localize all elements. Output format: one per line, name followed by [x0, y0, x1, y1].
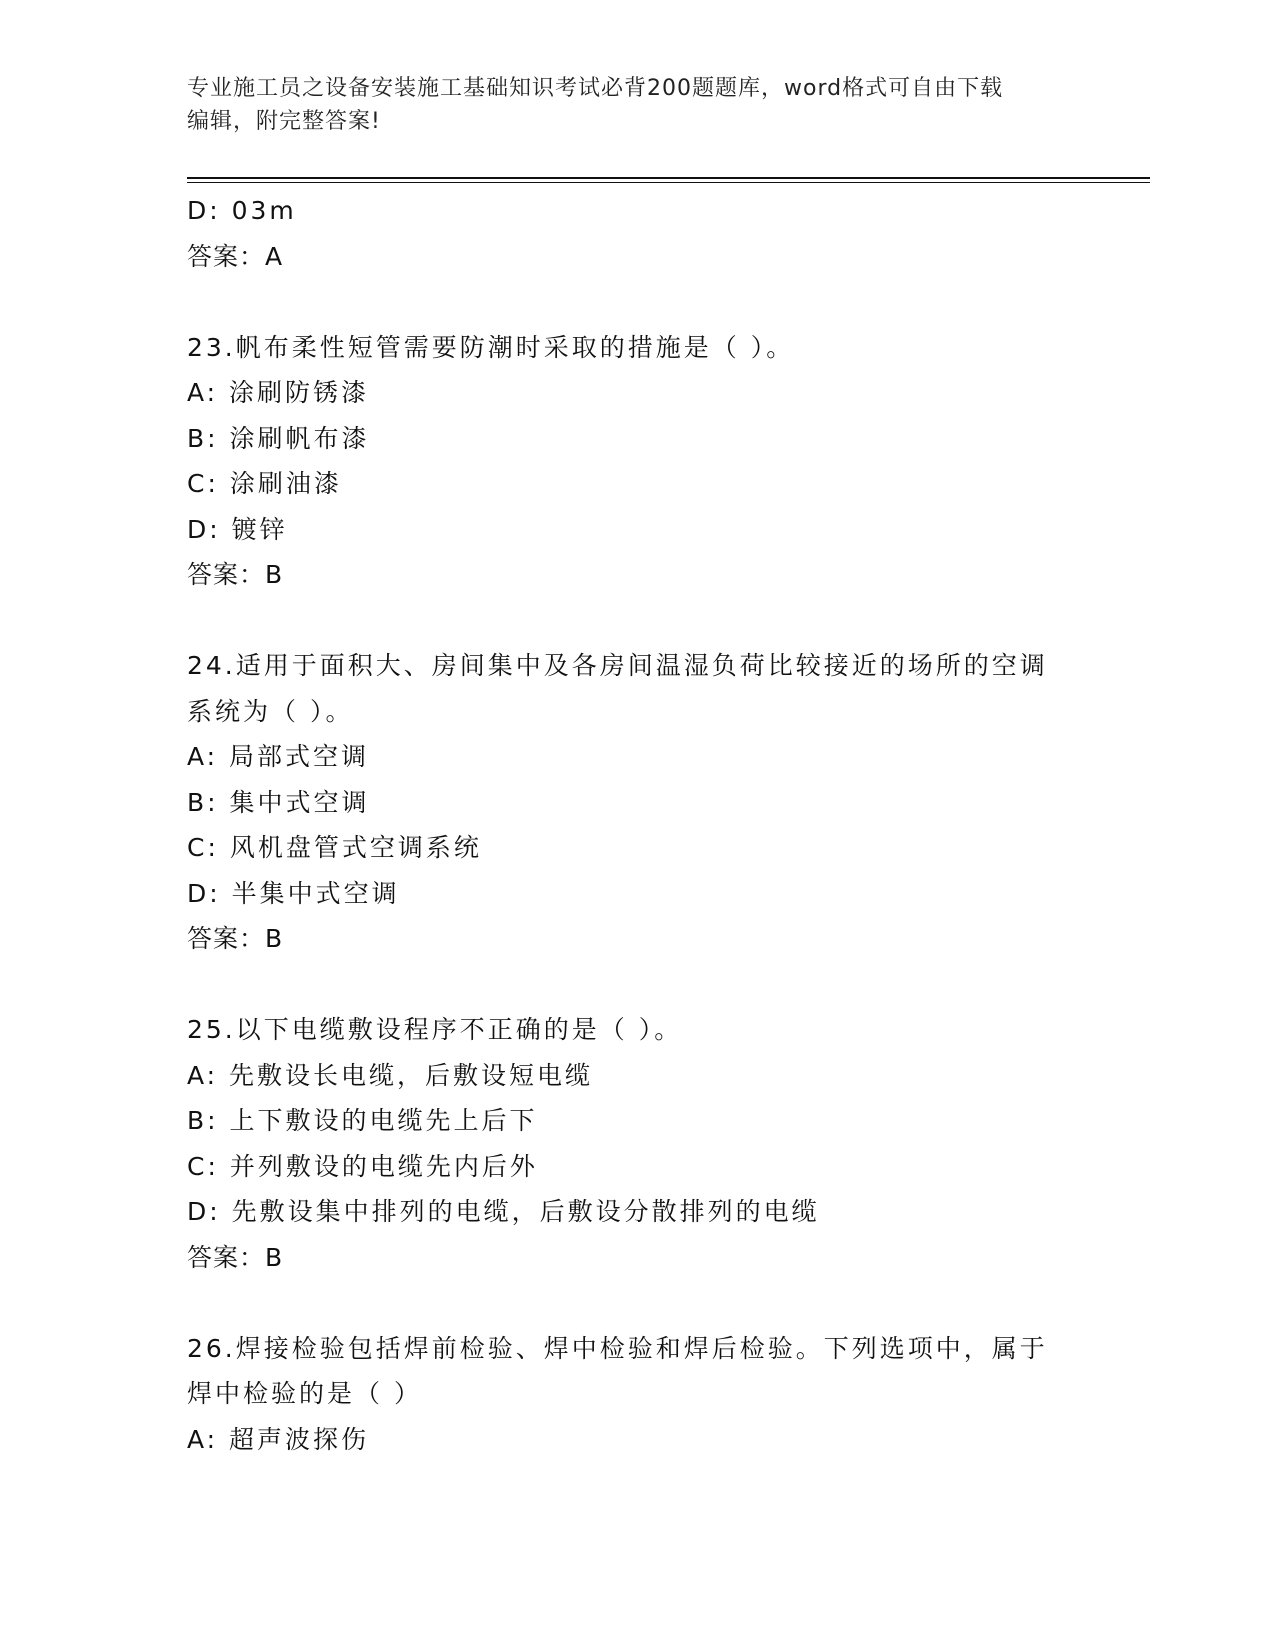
option-c: C: 并列敷设的电缆先内后外 — [187, 1151, 538, 1181]
header-title-line1: 专业施工员之设备安装施工基础知识考试必背200题题库，word格式可自由下载 — [187, 76, 1004, 101]
option-d: D: 镀锌 — [187, 514, 288, 544]
option-d: D: 先敷设集中排列的电缆，后敷设分散排列的电缆 — [187, 1197, 820, 1226]
option-b: B: 上下敷设的电缆先上后下 — [187, 1106, 538, 1135]
question-text: 26.焊接检验包括焊前检验、焊中检验和焊后检验。下列选项中，属于 — [187, 1333, 1048, 1363]
answer: 答案：B — [187, 924, 284, 953]
question-text: 24.适用于面积大、房间集中及各房间温湿负荷比较接近的场所的空调 — [187, 651, 1048, 680]
question-25 — [187, 1007, 1087, 1280]
header-divider-thin — [187, 182, 1150, 183]
option-a: A: 超声波探伤 — [187, 1424, 370, 1454]
option-b: B: 集中式空调 — [187, 787, 370, 817]
question-list — [187, 188, 1087, 1462]
question-text-cont: 系统为（ ）。 — [187, 696, 354, 726]
question-text: 23.帆布柔性短管需要防潮时采取的措施是（ ）。 — [187, 332, 795, 362]
option-c: C: 涂刷油漆 — [187, 469, 342, 498]
option-d: D: 半集中式空调 — [187, 878, 400, 908]
question-23 — [187, 325, 1087, 598]
prev-option-d: D: 03m — [187, 196, 297, 225]
option-a: A: 涂刷防锈漆 — [187, 378, 370, 407]
option-a: A: 先敷设长电缆，后敷设短电缆 — [187, 1060, 594, 1090]
question-text-cont: 焊中检验的是（ ） — [187, 1379, 422, 1408]
option-a: A: 局部式空调 — [187, 742, 370, 771]
header-divider-thick — [187, 177, 1150, 179]
answer: 答案：B — [187, 560, 284, 589]
question-26 — [187, 1326, 1087, 1463]
option-c: C: 风机盘管式空调系统 — [187, 833, 482, 862]
document-header — [187, 72, 1087, 138]
header-title-line2: 编辑，附完整答案! — [187, 109, 381, 134]
question-24 — [187, 643, 1087, 962]
question-text: 25.以下电缆敷设程序不正确的是（ ）。 — [187, 1015, 683, 1044]
answer: 答案：B — [187, 1242, 284, 1272]
prev-answer: 答案：A — [187, 241, 284, 271]
option-b: B: 涂刷帆布漆 — [187, 423, 370, 453]
